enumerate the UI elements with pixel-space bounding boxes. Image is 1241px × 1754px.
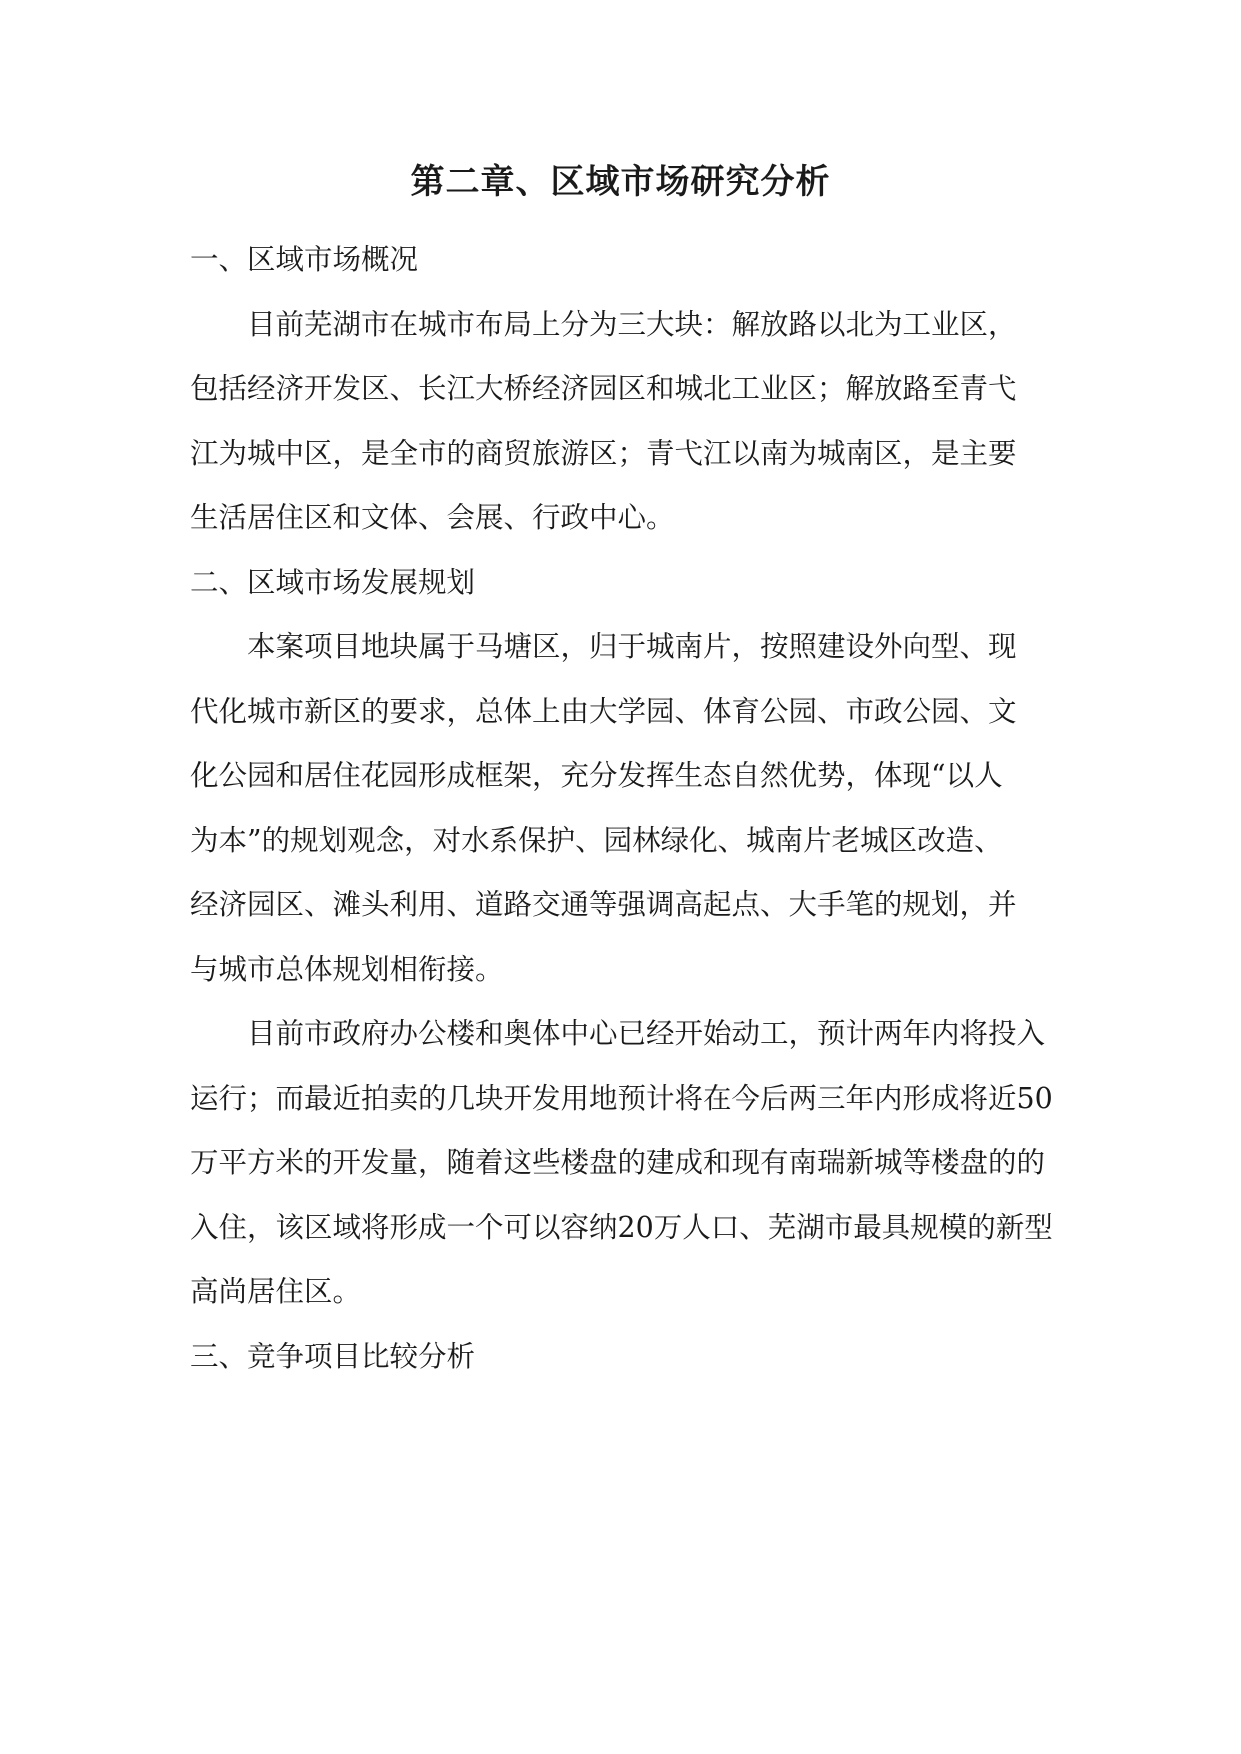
document-body (190, 228, 1070, 1389)
paragraph-line: 运行；而最近拍卖的几块开发用地预计将在今后两三年内形成将近50 (190, 1081, 1053, 1115)
paragraph-line: 代化城市新区的要求，总体上由大学园、体育公园、市政公园、文 (190, 694, 1017, 728)
section-2-paragraph-2 (190, 1002, 1070, 1325)
paragraph-line: 为本”的规划观念，对水系保护、园林绿化、城南片老城区改造、 (190, 823, 1003, 857)
paragraph-line: 目前芜湖市在城市布局上分为三大块：解放路以北为工业区， (247, 307, 1017, 341)
section-heading-3: 三、竞争项目比较分析 (190, 1339, 476, 1373)
paragraph-line: 化公园和居住花园形成框架，充分发挥生态自然优势，体现“以人 (190, 759, 1003, 792)
section-heading-1: 一、区域市场概况 (190, 243, 419, 276)
paragraph-line: 江为城中区，是全市的商贸旅游区；青弋江以南为城南区，是主要 (190, 436, 1017, 470)
paragraph-line: 万平方米的开发量，随着这些楼盘的建成和现有南瑞新城等楼盘的的 (190, 1146, 1046, 1179)
paragraph-line: 与城市总体规划相衔接。 (190, 952, 504, 986)
paragraph-line: 入住，该区域将形成一个可以容纳20万人口、芜湖市最具规模的新型 (190, 1210, 1053, 1244)
paragraph-line: 本案项目地块属于马塘区，归于城南片，按照建设外向型、现 (247, 630, 1017, 663)
section-heading-2: 二、区域市场发展规划 (190, 565, 476, 599)
paragraph-line: 经济园区、滩头利用、道路交通等强调高起点、大手笔的规划，并 (190, 888, 1017, 921)
section-2-paragraph-1 (190, 615, 1070, 1002)
paragraph-line: 包括经济开发区、长江大桥经济园区和城北工业区；解放路至青弋 (190, 372, 1017, 405)
paragraph-line: 生活居住区和文体、会展、行政中心。 (190, 501, 675, 534)
chapter-title: 第二章、区域市场研究分析 (410, 162, 831, 202)
paragraph-line: 目前市政府办公楼和奥体中心已经开始动工，预计两年内将投入 (247, 1017, 1046, 1050)
section-1-paragraph-1 (190, 293, 1070, 551)
paragraph-line: 高尚居住区。 (190, 1275, 362, 1308)
